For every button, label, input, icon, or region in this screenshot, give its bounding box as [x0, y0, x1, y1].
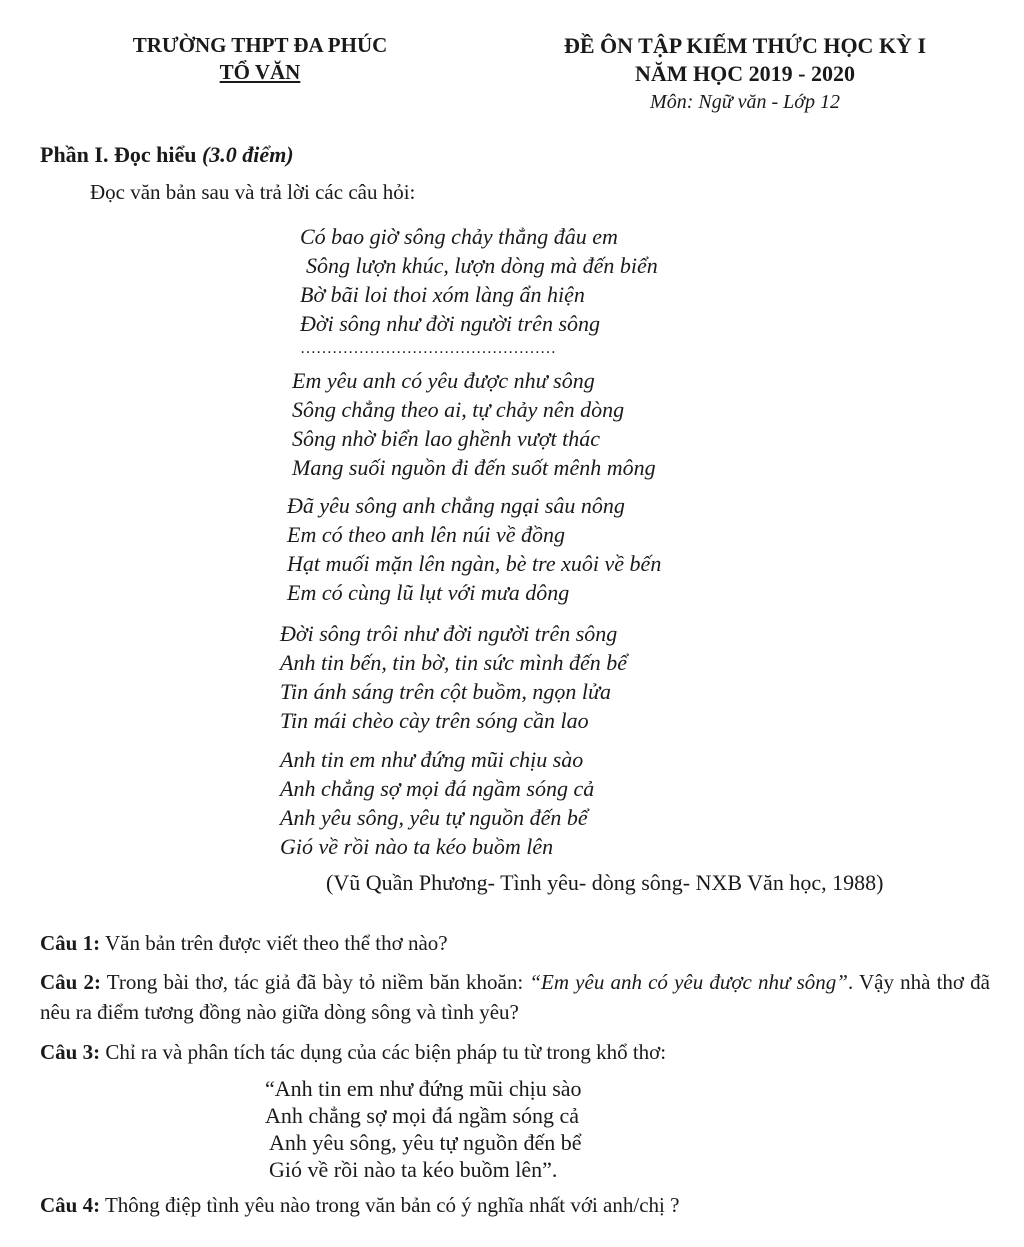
question-3-quote [265, 1075, 582, 1183]
poem-line: Sông nhờ biển lao ghềnh vượt thác [292, 426, 600, 451]
poem-line: Có bao giờ sông chảy thẳng đâu em [300, 224, 618, 249]
poem-line: Hạt muối mặn lên ngàn, bè tre xuôi về bến [287, 551, 662, 576]
poem-stanza-1 [300, 222, 658, 360]
question-label: Câu 3: [40, 1040, 101, 1064]
poem-stanza-2 [292, 366, 656, 482]
quote-line: Anh chẳng sợ mọi đá ngầm sóng cả [265, 1103, 580, 1128]
question-text: Văn bản trên được viết theo thể thơ nào? [100, 931, 448, 955]
question-1 [40, 928, 990, 958]
poem-line: Anh tin bến, tin bờ, tin sức mình đến bể [280, 650, 627, 675]
question-text: . Vậy nhà thơ đã nêu ra điểm tương đồng nào giữa dòng sông và tình yêu? [40, 970, 990, 1024]
question-quote: “Em yêu anh có yêu được như sông” [529, 970, 848, 994]
poem-stanza-3 [287, 491, 661, 607]
poem-stanza-4 [280, 619, 627, 735]
question-label: Câu 4: [40, 1193, 101, 1217]
reading-instruction: Đọc văn bản sau và trả lời các câu hỏi: [90, 180, 416, 204]
poem-line: Tin ánh sáng trên cột buồm, ngọn lửa [280, 679, 612, 704]
question-text: Trong bài thơ, tác giả đã bày tỏ niềm băn khoăn: [100, 970, 530, 994]
poem-line: Gió về rồi nào ta kéo buồm lên [280, 834, 554, 859]
poem-line: Sông lượn khúc, lượn dòng mà đến biển [306, 253, 658, 278]
question-3 [40, 1037, 990, 1067]
section-title: Phần I. Đọc hiểu [40, 142, 197, 167]
poem-ellipsis: ………………………………………… [300, 340, 556, 357]
quote-line: Anh yêu sông, yêu tự nguồn đến bể [269, 1130, 582, 1155]
poem-line: Em yêu anh có yêu được như sông [292, 368, 595, 393]
poem-line: Em có theo anh lên núi về đồng [287, 522, 565, 547]
school-year: NĂM HỌC 2019 - 2020 [635, 61, 855, 86]
department-name: TỔ VĂN [219, 60, 301, 84]
section-heading [40, 142, 294, 168]
poem-line: Mang suối nguồn đi đến suốt mênh mông [292, 455, 656, 480]
poem-line: Anh tin em như đứng mũi chịu sào [280, 747, 584, 772]
poem-line: Đã yêu sông anh chẳng ngại sâu nông [287, 493, 625, 518]
question-label: Câu 2: [40, 970, 101, 994]
poem-stanza-5 [280, 745, 594, 861]
question-4 [40, 1190, 990, 1220]
exam-header [520, 32, 970, 116]
poem-line: Bờ bãi loi thoi xóm làng ẩn hiện [300, 282, 585, 307]
subject-line: Môn: Ngữ văn - Lớp 12 [650, 91, 840, 113]
question-2 [40, 967, 990, 1027]
exam-title: ĐỀ ÔN TẬP KIẾM THỨC HỌC KỲ I [563, 33, 927, 58]
quote-line: Gió về rồi nào ta kéo buồm lên”. [269, 1157, 558, 1182]
question-text: Chỉ ra và phân tích tác dụng của các biện pháp tu từ trong khổ thơ: [100, 1040, 667, 1064]
poem-line: Anh yêu sông, yêu tự nguồn đến bể [280, 805, 588, 830]
poem-source: (Vũ Quần Phương- Tình yêu- dòng sông- NXB Văn học, 1988) [326, 870, 884, 895]
poem-line: Tin mái chèo cày trên sóng cần lao [280, 708, 589, 733]
school-header [100, 32, 420, 86]
poem-line: Đời sông như đời người trên sông [300, 311, 601, 336]
question-text: Thông điệp tình yêu nào trong văn bản có ý nghĩa nhất với anh/chị ? [100, 1193, 680, 1217]
poem-line: Em có cùng lũ lụt với mưa dông [287, 580, 570, 605]
quote-line: “Anh tin em như đứng mũi chịu sào [265, 1076, 582, 1101]
question-label: Câu 1: [40, 931, 101, 955]
poem-line: Sông chẳng theo ai, tự chảy nên dòng [292, 397, 625, 422]
poem-line: Anh chẳng sợ mọi đá ngầm sóng cả [280, 776, 595, 801]
school-name: TRƯỜNG THPT ĐA PHÚC [132, 33, 388, 57]
section-points: (3.0 điểm) [201, 142, 294, 167]
poem-line: Đời sông trôi như đời người trên sông [280, 621, 618, 646]
